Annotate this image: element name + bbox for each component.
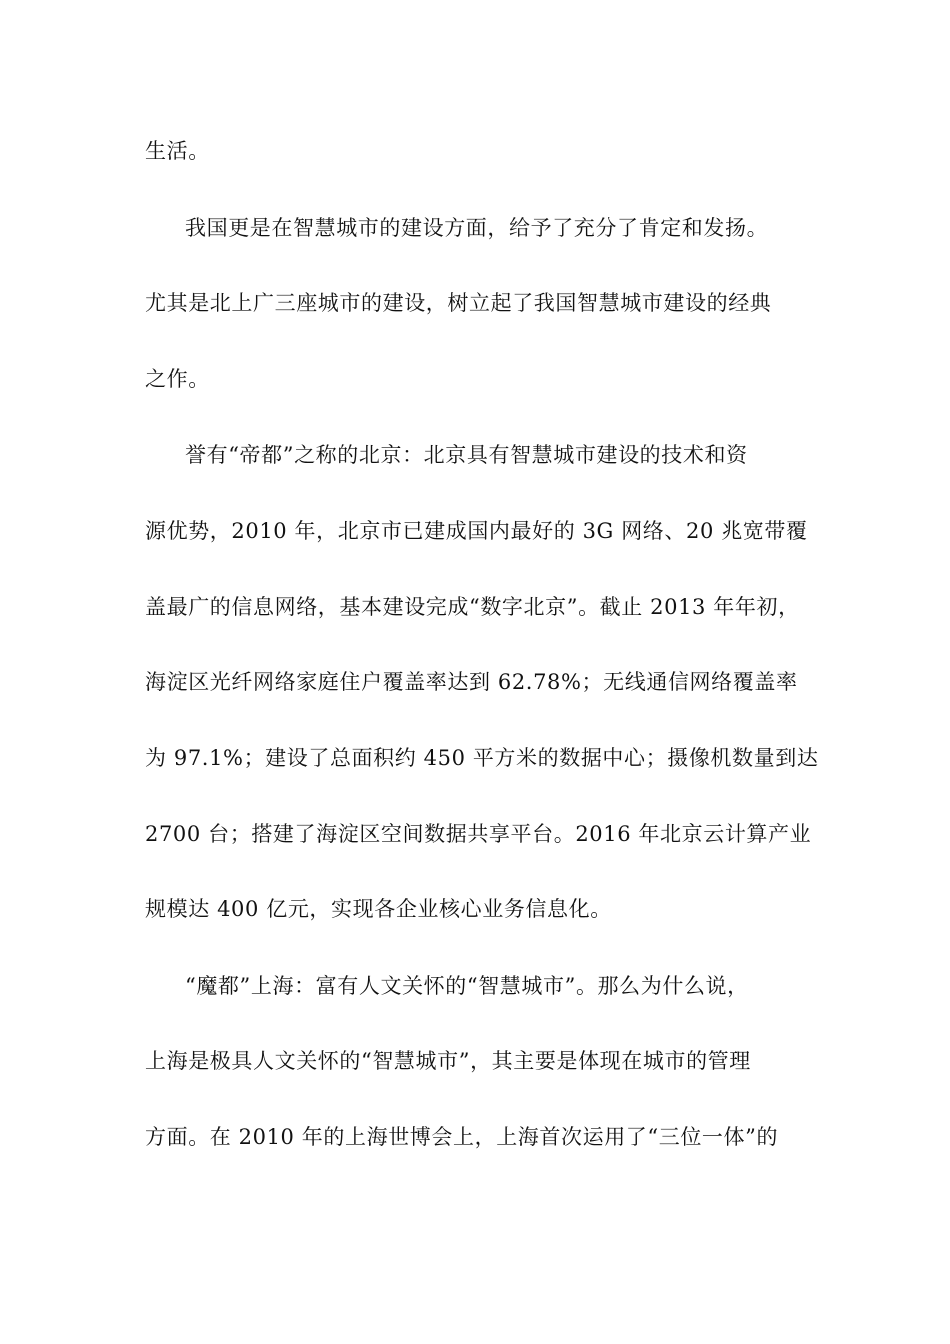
paragraph-line-2: 我国更是在智慧城市的建设方面，给予了充分了肯定和发扬。 [185,216,769,240]
paragraph-line-13: 上海是极具人文关怀的“智慧城市”，其主要是体现在城市的管理 [145,1049,751,1073]
paragraph-line-12: “魔都”上海：富有人文关怀的“智慧城市”。那么为什么说， [185,974,749,998]
paragraph-line-10: 2700 台；搭建了海淀区空间数据共享平台。2016 年北京云计算产业 [145,822,812,846]
paragraph-line-6: 源优势，2010 年，北京市已建成国内最好的 3G 网络、20 兆宽带覆 [145,519,808,543]
paragraph-line-8: 海淀区光纤网络家庭住户覆盖率达到 62.78%；无线通信网络覆盖率 [145,670,798,694]
text-line-1: 生活。 [145,139,210,163]
paragraph-line-7: 盖最广的信息网络，基本建设完成“数字北京”。截止 2013 年年初， [145,595,800,619]
paragraph-line-4: 之作。 [145,367,210,391]
paragraph-line-14: 方面。在 2010 年的上海世博会上，上海首次运用了“三位一体”的 [145,1125,779,1149]
paragraph-line-9: 为 97.1%；建设了总面积约 450 平方米的数据中心；摄像机数量到达 [145,746,819,770]
paragraph-line-11: 规模达 400 亿元，实现各企业核心业务信息化。 [145,897,612,921]
paragraph-line-3: 尤其是北上广三座城市的建设，树立起了我国智慧城市建设的经典 [145,291,772,315]
paragraph-line-5: 誉有“帝都”之称的北京：北京具有智慧城市建设的技术和资 [185,443,748,467]
